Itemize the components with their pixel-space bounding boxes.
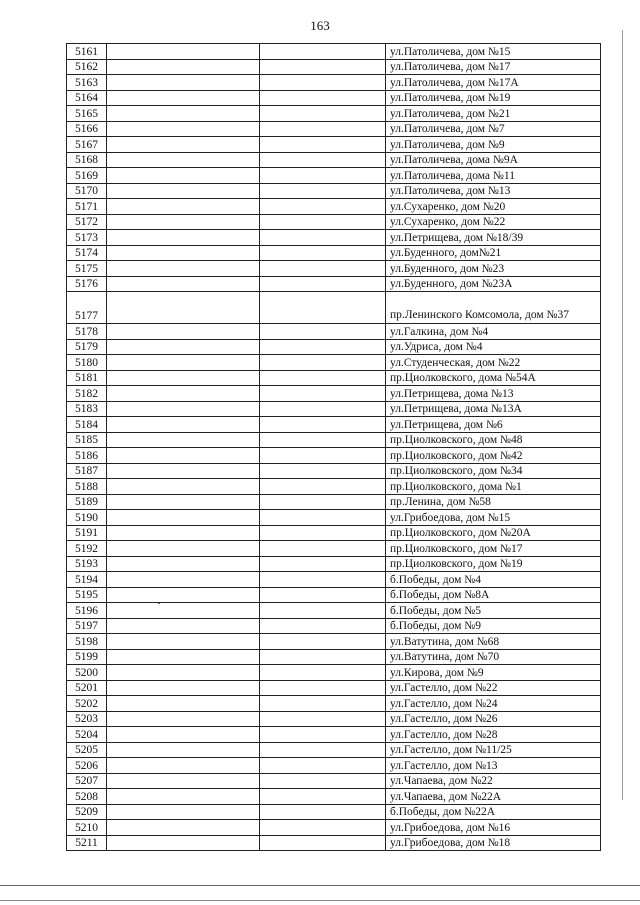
row-address: пр.Циолковского, дом №20А [386, 525, 601, 541]
row-number: 5211 [67, 835, 107, 851]
row-number: 5167 [67, 137, 107, 153]
row-number: 5206 [67, 758, 107, 774]
row-address: ул.Патоличева, дом №19 [386, 90, 601, 106]
scan-speck [158, 603, 160, 604]
empty-cell [260, 665, 386, 681]
empty-cell [260, 510, 386, 526]
row-address: ул.Буденного, дом №23А [386, 276, 601, 292]
row-number: 5173 [67, 230, 107, 246]
empty-cell [107, 479, 260, 495]
empty-cell [260, 261, 386, 277]
table-row [67, 820, 601, 836]
row-address: пр.Циолковского, дом №17 [386, 541, 601, 557]
table-row [67, 324, 601, 340]
row-address: ул.Гастелло, дом №22 [386, 680, 601, 696]
empty-cell [260, 121, 386, 137]
table-row [67, 665, 601, 681]
empty-cell [107, 448, 260, 464]
empty-cell [260, 835, 386, 851]
row-address: пр.Циолковского, дом №48 [386, 432, 601, 448]
row-number: 5162 [67, 59, 107, 75]
row-address: ул.Ватутина, дом №68 [386, 634, 601, 650]
row-address: ул.Гастелло, дом №24 [386, 696, 601, 712]
empty-cell [107, 292, 260, 324]
empty-cell [260, 152, 386, 168]
empty-cell [260, 59, 386, 75]
empty-cell [107, 820, 260, 836]
row-number: 5199 [67, 649, 107, 665]
empty-cell [107, 417, 260, 433]
row-address: ул.Грибоедова, дом №15 [386, 510, 601, 526]
row-address: ул.Гастелло, дом №13 [386, 758, 601, 774]
row-number: 5196 [67, 603, 107, 619]
table-row [67, 510, 601, 526]
empty-cell [107, 370, 260, 386]
empty-cell [260, 386, 386, 402]
empty-cell [260, 525, 386, 541]
empty-cell [107, 711, 260, 727]
empty-cell [260, 183, 386, 199]
empty-cell [260, 432, 386, 448]
empty-cell [107, 742, 260, 758]
table-row [67, 230, 601, 246]
row-address: пр.Циолковского, дом №34 [386, 463, 601, 479]
row-address: ул.Патоличева, дом №17А [386, 75, 601, 91]
empty-cell [107, 137, 260, 153]
empty-cell [107, 90, 260, 106]
empty-cell [260, 199, 386, 215]
empty-cell [260, 618, 386, 634]
row-number: 5180 [67, 355, 107, 371]
empty-cell [260, 276, 386, 292]
empty-cell [107, 59, 260, 75]
empty-cell [107, 432, 260, 448]
scan-edge-line [622, 30, 623, 800]
table-row [67, 742, 601, 758]
empty-cell [260, 168, 386, 184]
empty-cell [260, 572, 386, 588]
empty-cell [260, 44, 386, 60]
row-number: 5183 [67, 401, 107, 417]
empty-cell [260, 556, 386, 572]
empty-cell [107, 587, 260, 603]
empty-cell [107, 525, 260, 541]
table-row [67, 494, 601, 510]
empty-cell [107, 603, 260, 619]
row-number: 5166 [67, 121, 107, 137]
empty-cell [260, 355, 386, 371]
empty-cell [107, 401, 260, 417]
row-address: ул.Буденного, дом №23 [386, 261, 601, 277]
empty-cell [260, 230, 386, 246]
row-address: ул.Патоличева, дома №9А [386, 152, 601, 168]
row-number: 5163 [67, 75, 107, 91]
table-row [67, 432, 601, 448]
empty-cell [107, 44, 260, 60]
row-address: ул.Сухаренко, дом №22 [386, 214, 601, 230]
empty-cell [107, 727, 260, 743]
row-number: 5192 [67, 541, 107, 557]
empty-cell [107, 245, 260, 261]
empty-cell [260, 463, 386, 479]
table-row [67, 214, 601, 230]
row-number: 5207 [67, 773, 107, 789]
empty-cell [107, 804, 260, 820]
empty-cell [260, 789, 386, 805]
address-table-body [67, 44, 601, 851]
row-number: 5171 [67, 199, 107, 215]
table-row [67, 199, 601, 215]
empty-cell [107, 152, 260, 168]
row-number: 5208 [67, 789, 107, 805]
table-row [67, 245, 601, 261]
row-number: 5165 [67, 106, 107, 122]
table-row [67, 479, 601, 495]
row-address: ул.Галкина, дом №4 [386, 324, 601, 340]
row-number: 5201 [67, 680, 107, 696]
row-number: 5177 [67, 292, 107, 324]
row-address: пр.Циолковского, дом №19 [386, 556, 601, 572]
empty-cell [260, 758, 386, 774]
empty-cell [260, 773, 386, 789]
empty-cell [107, 572, 260, 588]
row-address: ул.Патоличева, дом №15 [386, 44, 601, 60]
row-address: б.Победы, дом №22А [386, 804, 601, 820]
row-number: 5169 [67, 168, 107, 184]
empty-cell [107, 634, 260, 650]
table-row [67, 572, 601, 588]
empty-cell [260, 494, 386, 510]
row-address: б.Победы, дом №8А [386, 587, 601, 603]
empty-cell [107, 168, 260, 184]
table-row [67, 541, 601, 557]
empty-cell [260, 711, 386, 727]
table-row [67, 355, 601, 371]
table-row [67, 121, 601, 137]
empty-cell [260, 417, 386, 433]
page-number: 163 [310, 18, 330, 33]
row-number: 5172 [67, 214, 107, 230]
row-address: б.Победы, дом №4 [386, 572, 601, 588]
table-row [67, 401, 601, 417]
row-number: 5168 [67, 152, 107, 168]
empty-cell [260, 587, 386, 603]
row-address: б.Победы, дом №5 [386, 603, 601, 619]
empty-cell [107, 355, 260, 371]
row-address: ул.Патоличева, дом №17 [386, 59, 601, 75]
empty-cell [107, 665, 260, 681]
row-number: 5210 [67, 820, 107, 836]
empty-cell [260, 634, 386, 650]
row-address: ул.Грибоедова, дом №16 [386, 820, 601, 836]
table-row [67, 773, 601, 789]
table-row [67, 106, 601, 122]
row-number: 5193 [67, 556, 107, 572]
table-row [67, 556, 601, 572]
empty-cell [107, 386, 260, 402]
empty-cell [260, 727, 386, 743]
empty-cell [107, 121, 260, 137]
table-row [67, 696, 601, 712]
row-address: ул.Ватутина, дом №70 [386, 649, 601, 665]
empty-cell [260, 541, 386, 557]
row-address: пр.Циолковского, дома №1 [386, 479, 601, 495]
row-number: 5184 [67, 417, 107, 433]
table-row [67, 835, 601, 851]
row-address: ул.Петрищева, дом №18/39 [386, 230, 601, 246]
row-number: 5175 [67, 261, 107, 277]
table-row [67, 758, 601, 774]
empty-cell [260, 214, 386, 230]
table-row [67, 90, 601, 106]
table-row [67, 448, 601, 464]
empty-cell [107, 696, 260, 712]
row-number: 5188 [67, 479, 107, 495]
row-address: ул.Чапаева, дом №22 [386, 773, 601, 789]
table-row [67, 59, 601, 75]
row-address: б.Победы, дом №9 [386, 618, 601, 634]
table-row [67, 634, 601, 650]
row-address: ул.Сухаренко, дом №20 [386, 199, 601, 215]
row-address: ул.Буденного, дом№21 [386, 245, 601, 261]
empty-cell [107, 463, 260, 479]
table-row [67, 711, 601, 727]
row-number: 5209 [67, 804, 107, 820]
empty-cell [260, 448, 386, 464]
row-number: 5186 [67, 448, 107, 464]
table-row [67, 370, 601, 386]
row-address: пр.Циолковского, дома №54А [386, 370, 601, 386]
table-row [67, 618, 601, 634]
row-number: 5190 [67, 510, 107, 526]
empty-cell [107, 261, 260, 277]
empty-cell [260, 696, 386, 712]
empty-cell [107, 773, 260, 789]
row-number: 5202 [67, 696, 107, 712]
table-row [67, 525, 601, 541]
row-address: ул.Патоличева, дом №13 [386, 183, 601, 199]
table-row [67, 603, 601, 619]
empty-cell [107, 556, 260, 572]
empty-cell [260, 106, 386, 122]
row-address: ул.Кирова, дом №9 [386, 665, 601, 681]
address-table [66, 43, 601, 851]
table-row [67, 649, 601, 665]
empty-cell [260, 245, 386, 261]
table-row [67, 804, 601, 820]
row-address: ул.Патоличева, дом №7 [386, 121, 601, 137]
table-row [67, 276, 601, 292]
empty-cell [107, 214, 260, 230]
table-row [67, 386, 601, 402]
table-row [67, 680, 601, 696]
row-address: ул.Студенческая, дом №22 [386, 355, 601, 371]
row-number: 5182 [67, 386, 107, 402]
empty-cell [260, 75, 386, 91]
table-row [67, 339, 601, 355]
row-address: ул.Гастелло, дом №26 [386, 711, 601, 727]
footer-rule-lower [0, 900, 640, 901]
row-number: 5174 [67, 245, 107, 261]
row-address: пр.Ленинского Комсомола, дом №37 [386, 292, 601, 324]
table-row [67, 417, 601, 433]
empty-cell [107, 541, 260, 557]
row-address: ул.Петрищева, дома №13 [386, 386, 601, 402]
empty-cell [107, 835, 260, 851]
empty-cell [107, 183, 260, 199]
empty-cell [107, 324, 260, 340]
empty-cell [107, 680, 260, 696]
empty-cell [107, 75, 260, 91]
row-address: ул.Гастелло, дом №28 [386, 727, 601, 743]
empty-cell [107, 649, 260, 665]
empty-cell [107, 758, 260, 774]
row-address: ул.Патоличева, дома №11 [386, 168, 601, 184]
row-address: ул.Чапаева, дом №22А [386, 789, 601, 805]
empty-cell [260, 339, 386, 355]
table-row [67, 261, 601, 277]
row-number: 5200 [67, 665, 107, 681]
empty-cell [107, 789, 260, 805]
table-row [67, 183, 601, 199]
row-number: 5178 [67, 324, 107, 340]
row-number: 5191 [67, 525, 107, 541]
table-row [67, 152, 601, 168]
row-number: 5181 [67, 370, 107, 386]
empty-cell [107, 339, 260, 355]
table-row [67, 463, 601, 479]
table-row [67, 789, 601, 805]
row-number: 5164 [67, 90, 107, 106]
empty-cell [260, 401, 386, 417]
table-row [67, 168, 601, 184]
row-number: 5197 [67, 618, 107, 634]
row-number: 5170 [67, 183, 107, 199]
empty-cell [260, 479, 386, 495]
row-number: 5194 [67, 572, 107, 588]
empty-cell [107, 276, 260, 292]
row-number: 5187 [67, 463, 107, 479]
empty-cell [260, 649, 386, 665]
row-address: ул.Грибоедова, дом №18 [386, 835, 601, 851]
row-number: 5189 [67, 494, 107, 510]
row-address: ул.Гастелло, дом №11/25 [386, 742, 601, 758]
table-row [67, 75, 601, 91]
empty-cell [260, 370, 386, 386]
row-number: 5204 [67, 727, 107, 743]
empty-cell [107, 230, 260, 246]
row-number: 5185 [67, 432, 107, 448]
row-number: 5179 [67, 339, 107, 355]
footer-rule [0, 885, 640, 886]
row-number: 5195 [67, 587, 107, 603]
row-address: ул.Петрищева, дома №13А [386, 401, 601, 417]
row-number: 5161 [67, 44, 107, 60]
row-number: 5176 [67, 276, 107, 292]
empty-cell [260, 742, 386, 758]
empty-cell [260, 324, 386, 340]
empty-cell [260, 804, 386, 820]
empty-cell [107, 510, 260, 526]
empty-cell [107, 618, 260, 634]
empty-cell [107, 199, 260, 215]
row-address: ул.Удриса, дом №4 [386, 339, 601, 355]
row-number: 5203 [67, 711, 107, 727]
row-address: пр.Циолковского, дом №42 [386, 448, 601, 464]
table-row [67, 587, 601, 603]
empty-cell [260, 292, 386, 324]
row-number: 5198 [67, 634, 107, 650]
table-row [67, 137, 601, 153]
empty-cell [260, 820, 386, 836]
empty-cell [260, 603, 386, 619]
empty-cell [107, 494, 260, 510]
empty-cell [260, 137, 386, 153]
row-address: ул.Патоличева, дом №9 [386, 137, 601, 153]
row-number: 5205 [67, 742, 107, 758]
empty-cell [260, 680, 386, 696]
empty-cell [107, 106, 260, 122]
table-row [67, 292, 601, 324]
row-address: пр.Ленина, дом №58 [386, 494, 601, 510]
table-row [67, 727, 601, 743]
empty-cell [260, 90, 386, 106]
table-row [67, 44, 601, 60]
row-address: ул.Патоличева, дом №21 [386, 106, 601, 122]
row-address: ул.Петрищева, дом №6 [386, 417, 601, 433]
